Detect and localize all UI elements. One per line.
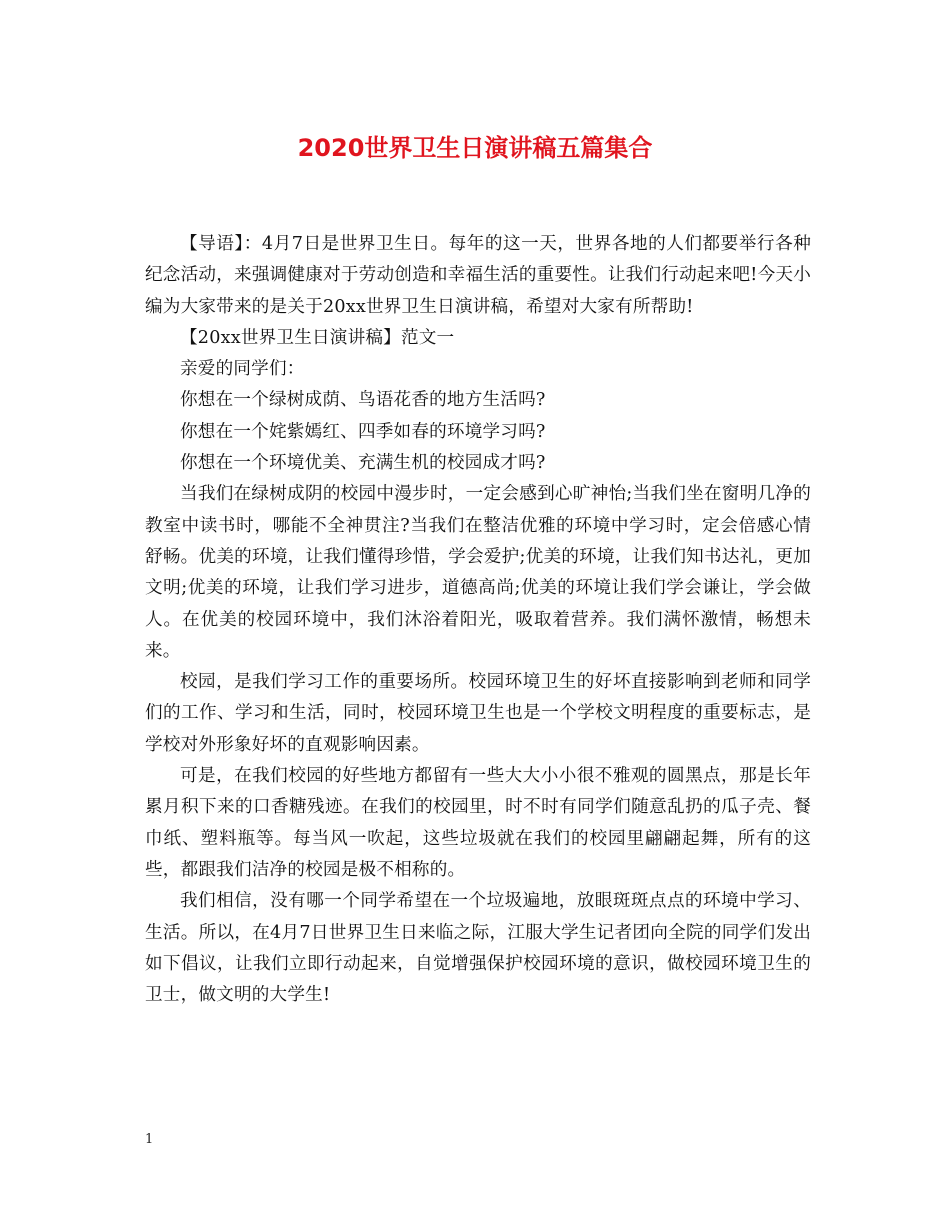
document-body [145,229,811,1011]
page-number: 1 [145,1132,154,1147]
body-paragraph: 校园，是我们学习工作的重要场所。校园环境卫生的好坏直接影响到老师和同学们的工作、学习和生活，同时，校园环境卫生也是一个学校文明程度的重要标志，是学校对外形象好坏的直观影响因素。 [145,672,811,755]
question-line: 你想在一个姹紫嫣红、四季如春的环境学习吗? [180,421,546,442]
question-line: 你想在一个环境优美、充满生机的校园成才吗? [180,453,546,474]
body-paragraph: 当我们在绿树成阴的校园中漫步时，一定会感到心旷神怡;当我们坐在窗明几净的教室中读书时，哪能不全神贯注?当我们在整洁优雅的环境中学习时，定会倍感心情舒畅。优美的环境，让我们懂得珍惜，学会爱护;优美的环境，让我们知书达礼，更加文明;优美的环境，让我们学习进步，道德高尚;优美的环境让我们学会谦让，学会做人。在优美的校园环境中，我们沐浴着阳光，吸取着营养。我们满怀激情，畅想未来。 [145,484,811,661]
body-paragraph: 我们相信，没有哪一个同学希望在一个垃圾遍地，放眼斑斑点点的环境中学习、生活。所以，在4月7日世界卫生日来临之际，江服大学生记者团向全院的同学们发出如下倡议，让我们立即行动起来，自觉增强保护校园环境的意识，做校园环境卫生的卫士，做文明的大学生! [145,891,811,1006]
body-paragraph: 可是，在我们校园的好些地方都留有一些大大小小很不雅观的圆黑点，那是长年累月积下来的口香糖残迹。在我们的校园里，时不时有同学们随意乱扔的瓜子壳、餐巾纸、塑料瓶等。每当风一吹起，这些垃圾就在我们的校园里翩翩起舞，所有的这些，都跟我们洁净的校园是极不相称的。 [145,766,811,880]
intro-paragraph: 【导语】：4月7日是世界卫生日。每年的这一天，世界各地的人们都要举行各种纪念活动，来强调健康对于劳动创造和幸福生活的重要性。让我们行动起来吧!今天小编为大家带来的是关于20xx世界卫生日演讲稿，希望对大家有所帮助! [145,234,811,317]
page-title: 2020世界卫生日演讲稿五篇集合 [297,134,653,162]
salutation: 亲爱的同学们： [180,359,305,380]
question-line: 你想在一个绿树成荫、鸟语花香的地方生活吗? [180,390,546,411]
section-heading: 【20xx世界卫生日演讲稿】范文一 [180,327,455,348]
